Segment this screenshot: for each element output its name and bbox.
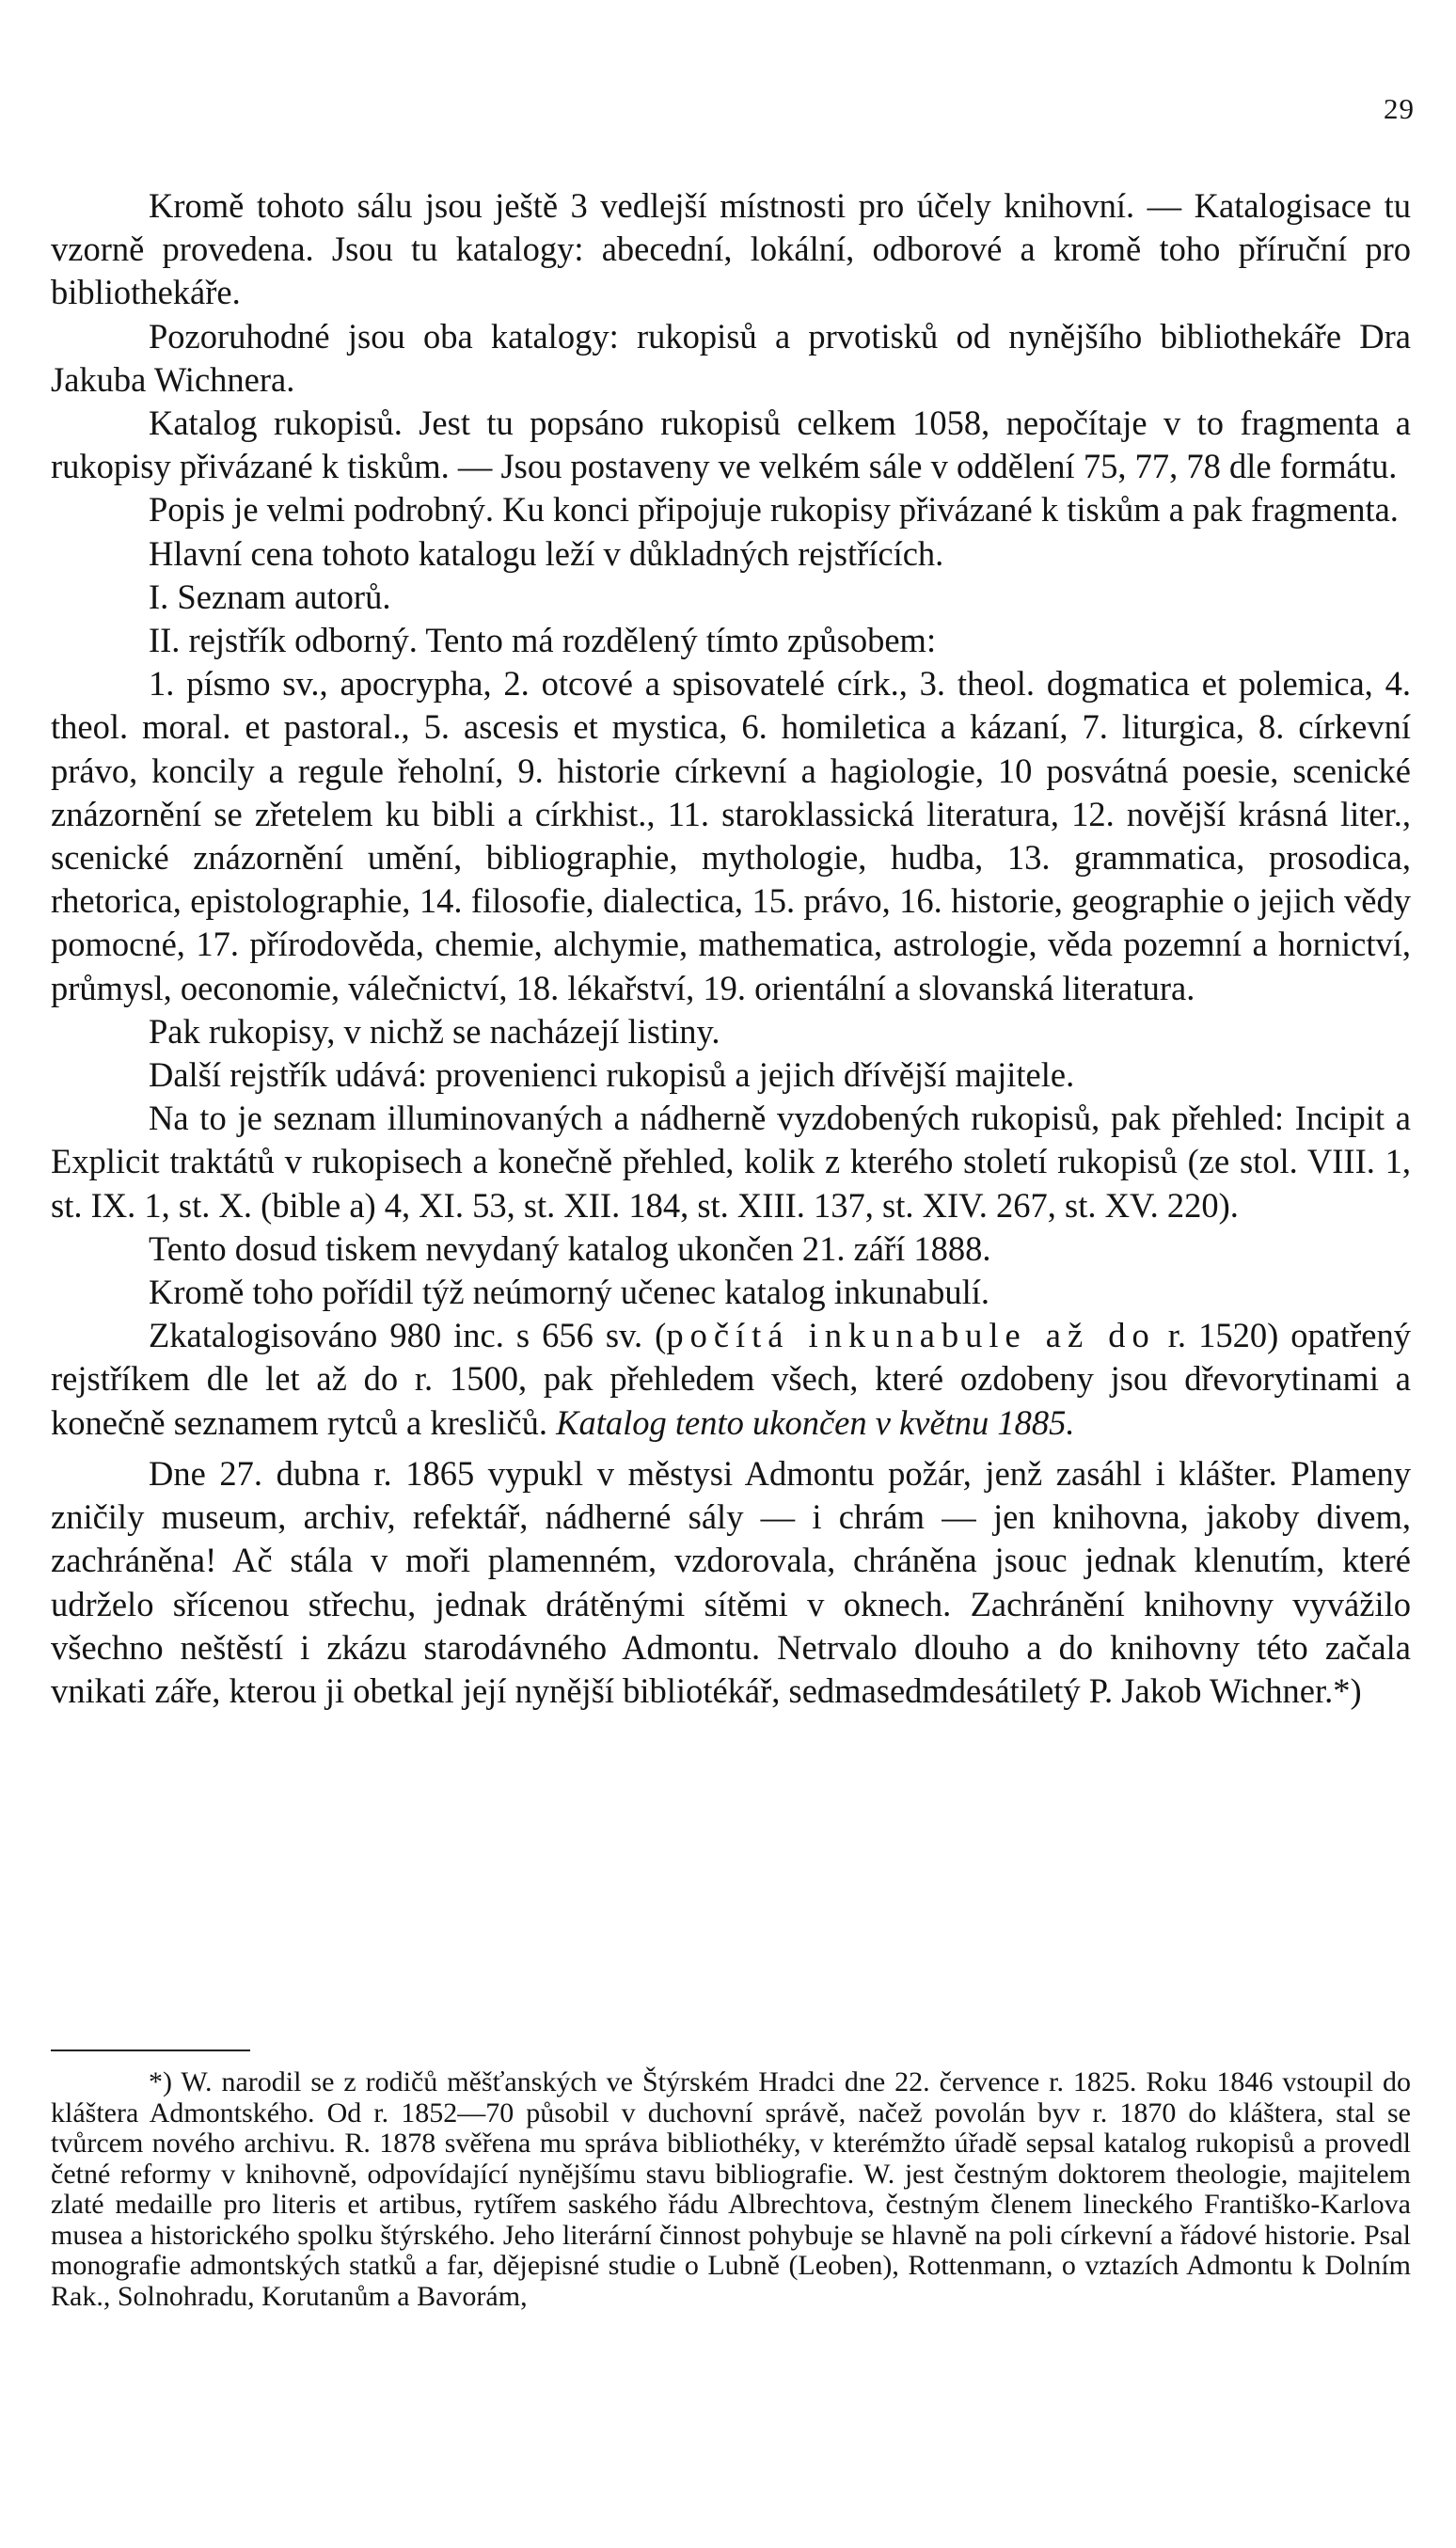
main-text	[51, 184, 1411, 1713]
footnote-text: *) W. narodil se z rodičů měšťanských ve Štýrském Hradci dne 22. července r. 1825. Roku 1846 vstoupil do kláštera Admontského. Od r. 1852—70 působil v duchovní správě, načež povolán byv r. 1870 do kláštera, stal se tvůrcem nového archivu. R. 1878 svěřena mu správa bibliothéky, v kterémžto úřadě sepsal katalog rukopisů a provedl četné reformy v knihovně, odpovídající nynějšímu stavu bibliografie. W. jest čestným doktorem theologie, majitelem zlaté medaille pro literis et artibus, rytířem saského řádu Albrechtova, čestným členem lineckého Františko-Karlova musea a historického spolku štýrského. Jeho literární činnost pohybuje se hlavně na poli církevní a řádové historie. Psal monografie admontských statků a far, dějepisné studie o Lubně (Leoben), Rottenmann, o vztazích Admontu k Dolním Rak., Solnohradu, Korutanům a Bavorám,	[51, 2066, 1411, 2312]
paragraph: Hlavní cena tohoto katalogu leží v důkladných rejstřících.	[149, 533, 944, 573]
paragraph: Kromě tohoto sálu jsou ještě 3 vedlejší místnosti pro účely knihovní. — Katalogisace tu vzorně provedena. Jsou tu katalogy: abecední, lokální, odborové a kromě toho příruční pro bibliothekáře.	[51, 186, 1411, 312]
page-number: 29	[1384, 92, 1415, 125]
paragraph-text: r. 1520) opatřený rejstříkem dle let až do r. 1500, pak přehledem všech, které ozdobeny jsou dřevorytinami a konečně seznamem rytců a kresličů.	[51, 1316, 1411, 1442]
italic-text: Katalog tento ukončen v květnu 1885.	[556, 1402, 1075, 1442]
paragraph: Další rejstřík udává: provenienci rukopisů a jejich dřívější majitele.	[149, 1055, 1075, 1095]
paragraph: Dne 27. dubna r. 1865 vypukl v městysi Admontu požár, jenž zasáhl i klášter. Plameny zničily museum, archiv, refektář, nádherné sály — i chrám — jen knihovna, jakoby divem, zachráněna! Ač stála v moři plamenném, vzdorovala, chráněna jsouc jednak klenutím, které udrželo sřícenou střechu, jednak drátěnými sítěmi v oknech. Zachránění knihovny vyvážilo všechno neštěstí i zkázu starodávného Admontu. Netrvalo dlouho a do knihovny této začala vnikati záře, kterou ji obetkal její nynější bibliotékář, sedmasedmdesátiletý P. Jakob Wichner.*)	[51, 1453, 1411, 1710]
paragraph: 1. písmo sv., apocrypha, 2. otcové a spisovatelé círk., 3. theol. dogmatica et polemica, 4. theol. moral. et pastoral., 5. ascesis et mystica, 6. homiletica a kázaní, 7. liturgica, 8. církevní právo, koncily a regule řeholní, 9. historie církevní a hagiologie, 10 posvátná poesie, scenické znázornění se zřetelem ku bibli a církhist., 11. staroklassická literatura, 12. novější krásná liter., scenické znázornění umění, bibliographie, mythologie, hudba, 13. grammatica, prosodica, rhetorica, epistolographie, 14. filosofie, dialectica, 15. právo, 16. historie, geographie o jejich vědy pomocné, 17. přírodověda, chemie, alchymie, mathematica, astrologie, věda pozemní a hornictví, průmysl, oeconomie, válečnictví, 18. lékařství, 19. orientální a slovanská literatura.	[51, 664, 1411, 1007]
paragraph: Kromě toho pořídil týž neúmorný učenec katalog inkunabulí.	[149, 1273, 990, 1312]
footnote	[51, 2067, 1411, 2312]
paragraph-incunabula	[51, 1314, 1411, 1445]
paragraph: Pak rukopisy, v nichž se nacházejí listiny.	[149, 1011, 720, 1051]
spaced-text: počítá inkunabule až do	[666, 1316, 1156, 1355]
paragraph: Tento dosud tiskem nevydaný katalog ukončen 21. září 1888.	[149, 1228, 991, 1268]
paragraph-text: Zkatalogisováno 980 inc. s 656 sv. (	[149, 1316, 667, 1355]
paragraph: I. Seznam autorů.	[149, 577, 391, 616]
paragraph: Na to je seznam illuminovaných a nádherně vyzdobených rukopisů, pak přehled: Incipit a Explicit traktátů v rukopisech a konečně přehled, kolik z kterého století rukopisů (ze stol. VIII. 1, st. IX. 1, st. X. (bible a) 4, XI. 53, st. XII. 184, st. XIII. 137, st. XIV. 267, st. XV. 220).	[51, 1099, 1411, 1225]
paragraph: II. rejstřík odborný. Tento má rozdělený tímto způsobem:	[149, 621, 937, 660]
paragraph: Katalog rukopisů. Jest tu popsáno rukopisů celkem 1058, nepočítaje v to fragmenta a rukopisy přivázané k tiskům. — Jsou postaveny ve velkém sále v oddělení 75, 77, 78 dle formátu.	[51, 404, 1411, 486]
footnote-divider	[51, 2049, 250, 2051]
paragraph: Popis je velmi podrobný. Ku konci připojuje rukopisy přivázané k tiskům a pak fragmenta.	[149, 490, 1399, 530]
paragraph: Pozoruhodné jsou oba katalogy: rukopisů a prvotisků od nynějšího bibliothekáře Dra Jakuba Wichnera.	[51, 316, 1411, 399]
